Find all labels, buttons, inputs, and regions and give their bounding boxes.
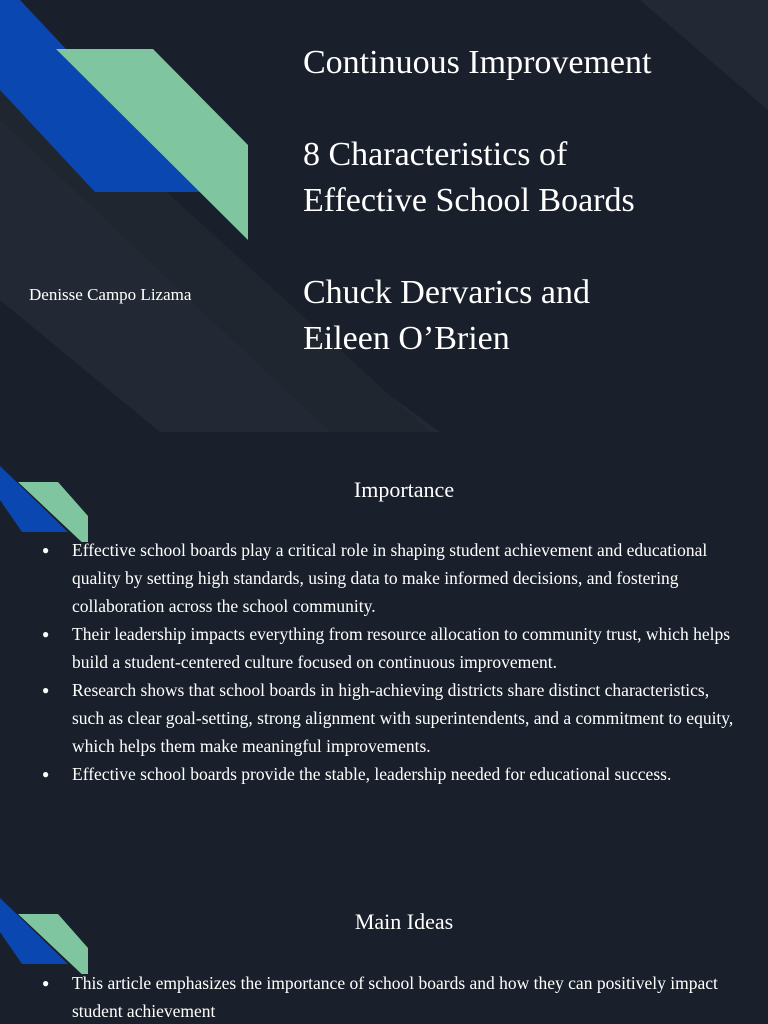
bullet-dot: ●: [42, 627, 50, 641]
bullet-dot: ●: [42, 543, 50, 557]
bullet-text: Effective school boards play a critical role in shaping student achievement and educational quality by setting high standards, using data to make informed decisions, and fostering collaboration across the school community.: [72, 540, 708, 616]
bullet-text: This article emphasizes the importance of school boards and how they can positively impact student achievement: [72, 973, 718, 1021]
list-item: [40, 760, 740, 788]
title-line-1: Continuous Improvement: [303, 44, 652, 81]
title-line-4: Chuck Dervarics and: [303, 274, 591, 311]
bullet-text: Their leadership impacts everything from resource allocation to community trust, which helps build a student-centered culture focused on continuous improvement.: [72, 624, 731, 672]
title-line-5: Eileen O’Brien: [303, 320, 510, 357]
bullet-list: [40, 536, 740, 788]
bullet-dot: ●: [42, 767, 50, 781]
bullet-list: [40, 969, 740, 1024]
bullet-text: Research shows that school boards in high-achieving districts share distinct characteristics, such as clear goal-setting, strong alignment with superintendents, and a commitment to equity, which helps them make meaningful improvements.: [72, 680, 734, 756]
title-spacer: [303, 224, 753, 270]
slide-title: [303, 40, 753, 362]
title-slide: [0, 0, 768, 432]
bullet-dot: ●: [42, 683, 50, 697]
main-ideas-slide: [0, 864, 768, 1024]
list-item: [40, 620, 740, 676]
bullet-dot: ●: [42, 976, 50, 990]
title-line-3: Effective School Boards: [303, 182, 635, 219]
section-heading: Main Ideas: [354, 909, 454, 934]
list-item: [40, 676, 740, 760]
section-heading: Importance: [353, 477, 455, 502]
bullet-text: Effective school boards provide the stable, leadership needed for educational success.: [72, 764, 672, 784]
title-line-2: 8 Characteristics of: [303, 136, 568, 173]
presenter-name: Denisse Campo Lizama: [29, 285, 192, 304]
list-item: [40, 969, 740, 1024]
title-spacer: [303, 86, 753, 132]
list-item: [40, 536, 740, 620]
importance-slide: [0, 432, 768, 864]
